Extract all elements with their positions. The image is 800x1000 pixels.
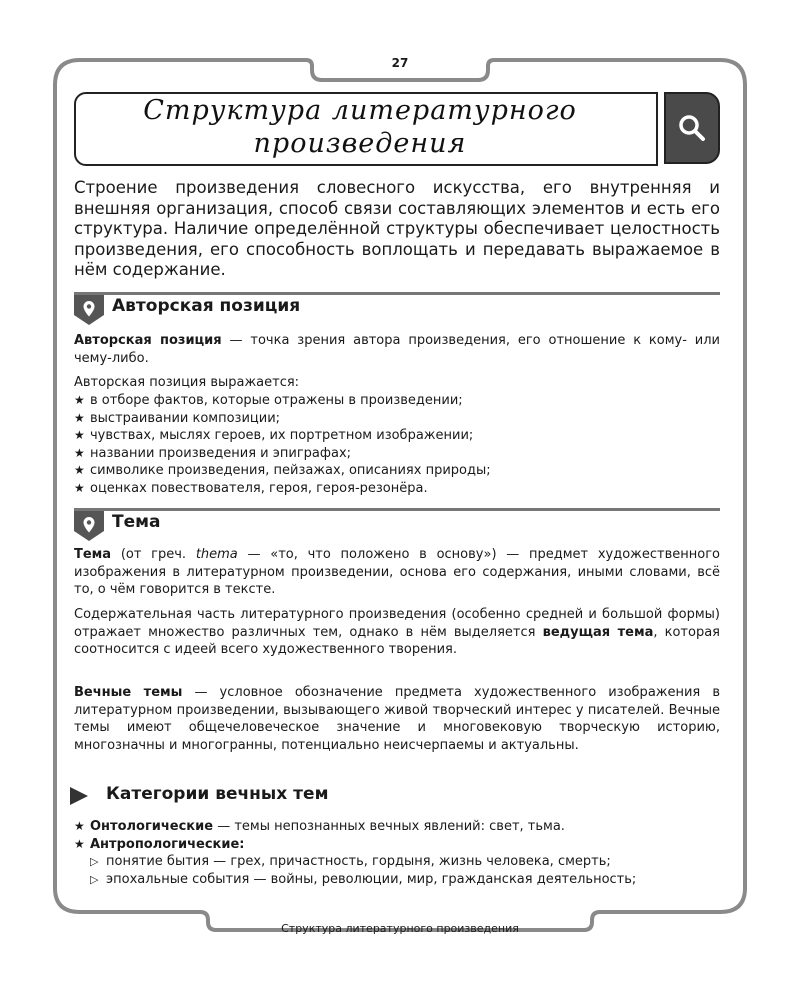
list-item: ★ оценках повествователя, героя, героя-резонёра. (74, 480, 428, 496)
search-icon (677, 113, 707, 143)
triangle-outline-icon: ▷ (90, 855, 99, 868)
section-title: Тема (112, 512, 161, 532)
search-button[interactable] (664, 92, 720, 164)
star-icon: ★ (74, 410, 85, 425)
term: Авторская позиция (74, 333, 222, 348)
star-icon: ★ (74, 428, 85, 442)
star-icon: ★ (74, 836, 85, 851)
list-item: ★ символике произведения, пейзажах, описаниях природы; (74, 463, 491, 478)
star-icon: ★ (74, 819, 85, 833)
section-header-author (74, 292, 720, 320)
section-title: Авторская позиция (112, 296, 301, 316)
list-item: ★ в отборе фактов, которые отражены в произведении; (74, 393, 463, 408)
star-icon: ★ (74, 393, 85, 407)
list-item: ★ названии произведения и эпиграфах; (74, 445, 352, 461)
title-line-2: произведения (253, 128, 467, 159)
triangle-outline-icon: ▷ (90, 872, 99, 886)
page-footer: Структура литературного произведения (281, 922, 519, 935)
section-header-theme (74, 508, 720, 536)
list-item: ★ Антропологические: (74, 836, 245, 852)
map-pin-icon (74, 511, 104, 541)
theme-paragraph-2: Содержательная часть литературного произведения (особенно средней и большой формы) отражает множество различных тем, однако в нём выделяется ведущая тема, которая соотносится с идеей всего художественного творения. (74, 607, 721, 657)
eternal-themes-paragraph: Вечные темы — условное обозначение предмета художественного изображения в литературном произведении, вызывающего живой творческий интерес у писателей. Вечные темы имеют общечеловеческое значение и многовековую творческую историю, многозначны и многогранны, потенциально неисчерпаемы и актуальны. (74, 685, 720, 753)
page-title (80, 94, 640, 160)
author-list-intro: Авторская позиция выражается: (74, 375, 300, 390)
page-number: 27 (391, 56, 409, 70)
star-icon: ★ (74, 480, 85, 495)
theme-definition: Тема (от греч. thema — «то, что положено в основу») — предмет художественного изображения в литературном произведении, основа его содержания, иными словами, всё то, о чём говорится в тексте. (74, 547, 720, 597)
categories-header (70, 784, 710, 810)
categories-title: Категории вечных тем (106, 784, 329, 804)
section-rule (74, 292, 720, 295)
title-line-1: Структура литературного (143, 95, 577, 126)
sub-list-item: ▷ понятие бытия — грех, причастность, гордыня, жизнь человека, смерть; (90, 854, 611, 869)
foreign-word: thema (195, 547, 238, 562)
author-list (74, 392, 720, 497)
triangle-right-icon (70, 787, 88, 805)
section-rule (74, 508, 720, 511)
star-icon: ★ (74, 463, 85, 477)
term: ведущая тема (542, 624, 654, 640)
term: Вечные темы (74, 685, 183, 700)
list-item: ★ выстраивании композиции; (74, 410, 281, 426)
list-item: ★ Онтологические — темы непознанных вечных явлений: свет, тьма. (74, 819, 565, 834)
sub-list-item: ▷ эпохальные события — войны, революции, мир, гражданская деятельность; (90, 871, 637, 887)
map-pin-icon (74, 295, 104, 325)
intro-paragraph: Строение произведения словесного искусства, его внутренняя и внешняя организация, способ связи составляющих элементов и есть его структура. Наличие определённой структуры обеспечивает целостность произведения, его способность воплощать и передавать выражаемое в нём содержание. (74, 178, 720, 279)
author-definition (74, 332, 720, 367)
list-item: ★ чувствах, мыслях героев, их портретном изображении; (74, 428, 474, 443)
star-icon: ★ (74, 445, 85, 460)
categories-list (74, 818, 720, 888)
term: Тема (74, 547, 112, 562)
definition-text: — точка зрения автора произведения, его отношение к кому- или чему-либо. (74, 333, 720, 366)
